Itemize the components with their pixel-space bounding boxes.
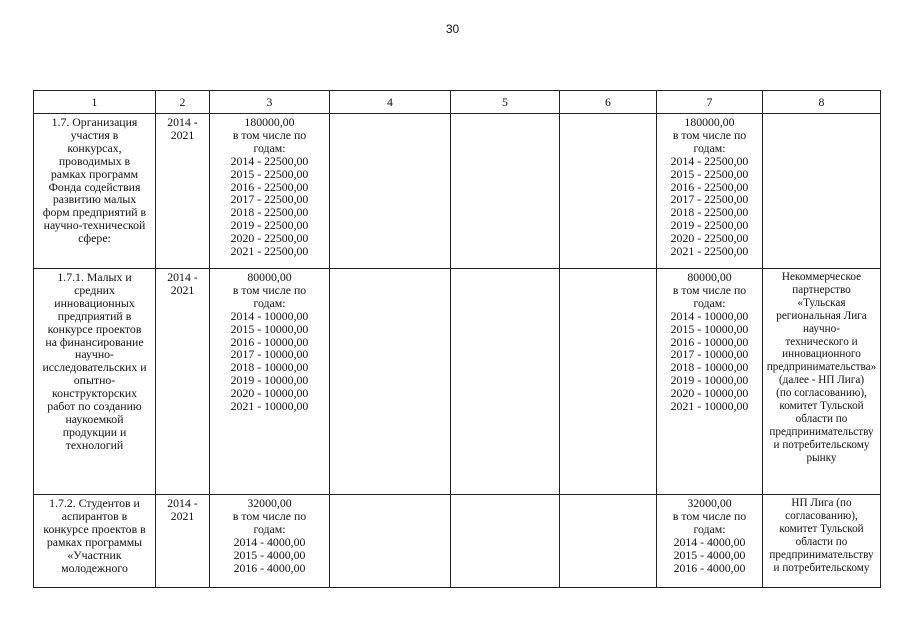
empty-cell <box>560 114 657 269</box>
header-cell: 1 <box>34 91 156 114</box>
period-cell: 2014 - 2021 <box>156 269 210 495</box>
activity-name-cell: 1.7. Организация участия в конкурсах, проводимых в рамках программ Фонда содействия развитию малых форм предприятий в научно-технической сфере: <box>34 114 156 269</box>
executor-cell: НП Лига (по согласованию), комитет Тульской области по предпринимательству и потребительскому <box>763 495 881 588</box>
empty-cell <box>451 269 560 495</box>
total-amount-cell: 32000,00 в том числе по годам: 2014 - 4000,00 2015 - 4000,00 2016 - 4000,00 <box>210 495 330 588</box>
header-row <box>34 91 881 114</box>
page-number: 30 <box>445 22 460 36</box>
period-cell: 2014 - 2021 <box>156 495 210 588</box>
source-amount-cell: 80000,00 в том числе по годам: 2014 - 10000,00 2015 - 10000,00 2016 - 10000,00 2017 - 10000,00 2018 - 10000,00 2019 - 10000,00 2020 - 10000,00 2021 - 10000,00 <box>657 269 763 495</box>
header-cell: 5 <box>451 91 560 114</box>
executor-cell <box>763 114 881 269</box>
program-table <box>33 90 881 588</box>
total-amount-cell: 180000,00 в том числе по годам: 2014 - 22500,00 2015 - 22500,00 2016 - 22500,00 2017 - 22500,00 2018 - 22500,00 2019 - 22500,00 2020 - 22500,00 2021 - 22500,00 <box>210 114 330 269</box>
table-row <box>34 269 881 495</box>
activity-name-cell: 1.7.1. Малых и средних инновационных предприятий в конкурсе проектов на финансирование научно- исследовательских и опытно- конструкторских работ по созданию наукоемкой продукции и технологий <box>34 269 156 495</box>
period-cell: 2014 - 2021 <box>156 114 210 269</box>
header-cell: 6 <box>560 91 657 114</box>
header-cell: 7 <box>657 91 763 114</box>
header-cell: 3 <box>210 91 330 114</box>
empty-cell <box>451 114 560 269</box>
total-amount-cell: 80000,00 в том числе по годам: 2014 - 10000,00 2015 - 10000,00 2016 - 10000,00 2017 - 10000,00 2018 - 10000,00 2019 - 10000,00 2020 - 10000,00 2021 - 10000,00 <box>210 269 330 495</box>
table-row <box>34 114 881 269</box>
source-amount-cell: 180000,00 в том числе по годам: 2014 - 22500,00 2015 - 22500,00 2016 - 22500,00 2017 - 22500,00 2018 - 22500,00 2019 - 22500,00 2020 - 22500,00 2021 - 22500,00 <box>657 114 763 269</box>
activity-name-cell: 1.7.2. Студентов и аспирантов в конкурсе проектов в рамках программы «Участник молодежного <box>34 495 156 588</box>
empty-cell <box>330 269 451 495</box>
header-cell: 4 <box>330 91 451 114</box>
table-row <box>34 495 881 588</box>
empty-cell <box>330 114 451 269</box>
header-cell: 2 <box>156 91 210 114</box>
header-cell: 8 <box>763 91 881 114</box>
empty-cell <box>451 495 560 588</box>
empty-cell <box>560 495 657 588</box>
source-amount-cell: 32000,00 в том числе по годам: 2014 - 4000,00 2015 - 4000,00 2016 - 4000,00 <box>657 495 763 588</box>
empty-cell <box>330 495 451 588</box>
empty-cell <box>560 269 657 495</box>
executor-cell: Некоммерческое партнерство «Тульская региональная Лига научно- технического и инновационного предпринимательства» (далее - НП Лига) (по согласованию), комитет Тульской области по предпринимательству и потребительскому рынку <box>763 269 881 495</box>
